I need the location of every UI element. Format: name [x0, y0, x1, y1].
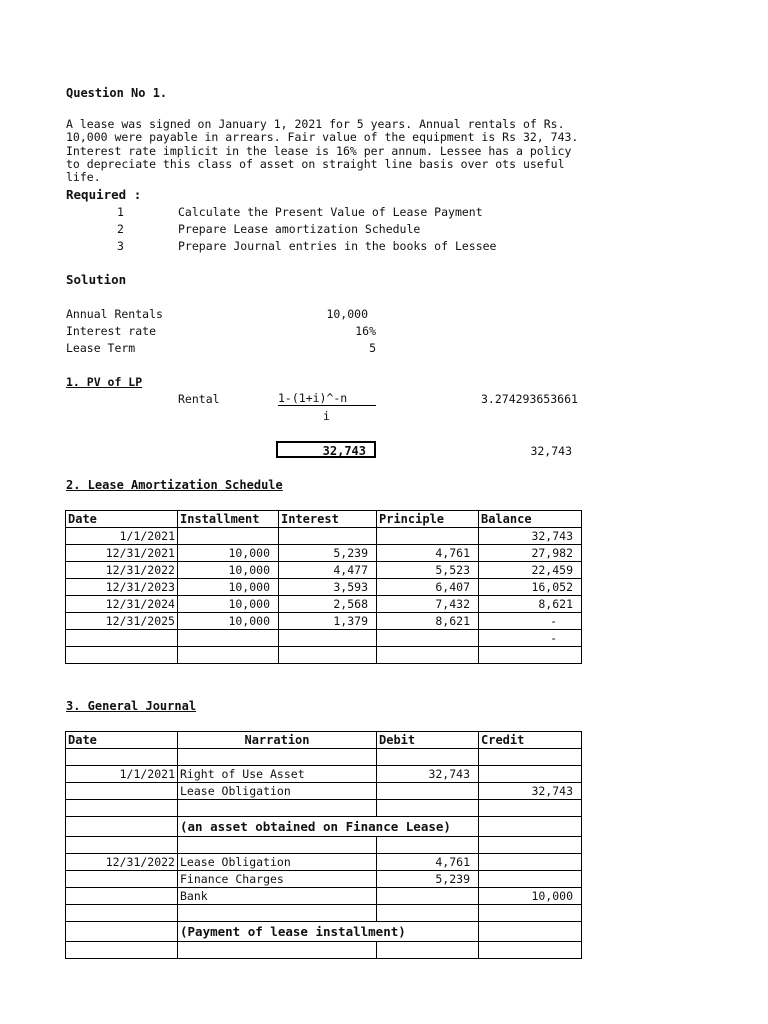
cell-debit: 32,743: [377, 766, 479, 783]
cell-principle: 8,621: [377, 613, 479, 630]
cell-credit: [479, 871, 582, 888]
table-header-row: [66, 511, 582, 528]
cell-credit: [479, 854, 582, 871]
cell-narration: Bank: [178, 888, 377, 905]
cell-date: 12/31/2025: [66, 613, 178, 630]
cell-credit: 10,000: [479, 888, 582, 905]
cell-date: 1/1/2021: [66, 528, 178, 545]
question-text: A lease was signed on January 1, 2021 for 5 years. Annual rentals of Rs. 10,000 were payable in arrears. Fair value of the equipment is Rs 32, 743. Interest rate implicit in the lease is 16% per annum. Lessee has a policy to depreciate this class of asset on straight line basis over ots useful life.: [66, 117, 579, 185]
cell-interest: [279, 630, 377, 647]
cell-date: [66, 922, 178, 942]
cell-principle: [377, 647, 479, 664]
input-label-interest: Interest rate: [66, 324, 157, 338]
cell-date: 12/31/2021: [66, 545, 178, 562]
cell-balance: 16,052: [479, 579, 582, 596]
table-row: [66, 837, 582, 854]
cell-interest: [279, 647, 377, 664]
cell-installment: 10,000: [178, 613, 279, 630]
cell-debit: [377, 942, 479, 959]
table-row: [66, 749, 582, 766]
cell-date: 12/31/2022: [66, 854, 178, 871]
cell-date: [66, 783, 178, 800]
cell-narration: Finance Charges: [178, 871, 377, 888]
cell-debit: [377, 888, 479, 905]
cell-narration-note: (an asset obtained on Finance Lease): [178, 817, 377, 837]
cell-balance: [479, 647, 582, 664]
cell-credit: [479, 800, 582, 817]
input-label-term: Lease Term: [66, 341, 136, 355]
cell-balance: 8,621: [479, 596, 582, 613]
cell-date: [66, 817, 178, 837]
table-row: [66, 630, 582, 647]
cell-debit: [377, 837, 479, 854]
table-row: [66, 905, 582, 922]
input-value-interest: 16%: [355, 324, 376, 338]
cell-installment: 10,000: [178, 562, 279, 579]
required-item-3-num: 3: [117, 239, 124, 253]
schedule-heading: 2. Lease Amortization Schedule: [66, 478, 283, 492]
col-interest: Interest: [279, 511, 377, 528]
col-date: Date: [66, 511, 178, 528]
cell-principle: 5,523: [377, 562, 479, 579]
cell-debit: [377, 905, 479, 922]
cell-narration: [178, 837, 377, 854]
cell-installment: [178, 528, 279, 545]
cell-date: [66, 871, 178, 888]
cell-credit: [479, 817, 582, 837]
cell-credit: [479, 922, 582, 942]
cell-credit: [479, 905, 582, 922]
pv-result-plain: 32,743: [530, 444, 572, 458]
table-row: [66, 922, 582, 942]
cell-credit: [479, 766, 582, 783]
cell-balance: -: [479, 613, 582, 630]
input-value-term: 5: [369, 341, 376, 355]
cell-principle: [377, 528, 479, 545]
cell-narration: [178, 800, 377, 817]
table-row: [66, 766, 582, 783]
cell-balance: 27,982: [479, 545, 582, 562]
table-row: [66, 647, 582, 664]
cell-principle: 6,407: [377, 579, 479, 596]
table-row: [66, 942, 582, 959]
cell-date: [66, 800, 178, 817]
cell-narration: [178, 942, 377, 959]
cell-narration: [178, 749, 377, 766]
pv-factor: 3.274293653661: [481, 392, 578, 406]
col-credit: Credit: [479, 732, 582, 749]
cell-credit: 32,743: [479, 783, 582, 800]
table-row: [66, 817, 582, 837]
cell-debit: [377, 749, 479, 766]
journal-table: [65, 731, 582, 959]
cell-date: 12/31/2024: [66, 596, 178, 613]
cell-debit: 5,239: [377, 871, 479, 888]
cell-principle: [377, 630, 479, 647]
cell-narration: Right of Use Asset: [178, 766, 377, 783]
cell-date: 12/31/2023: [66, 579, 178, 596]
cell-interest: 4,477: [279, 562, 377, 579]
cell-balance: 32,743: [479, 528, 582, 545]
cell-principle: 7,432: [377, 596, 479, 613]
required-item-2-text: Prepare Lease amortization Schedule: [178, 222, 421, 236]
cell-debit: [377, 783, 479, 800]
col-narration: Narration: [178, 732, 377, 749]
required-item-2-num: 2: [117, 222, 124, 236]
cell-installment: [178, 647, 279, 664]
table-row: [66, 783, 582, 800]
table-row: [66, 528, 582, 545]
col-principle: Principle: [377, 511, 479, 528]
table-row: [66, 871, 582, 888]
table-header-row: [66, 732, 582, 749]
cell-credit: [479, 942, 582, 959]
cell-narration: [178, 905, 377, 922]
cell-interest: 5,239: [279, 545, 377, 562]
solution-title: Solution: [66, 272, 127, 287]
table-row: [66, 613, 582, 630]
cell-date: [66, 888, 178, 905]
cell-debit: 4,761: [377, 854, 479, 871]
cell-interest: 1,379: [279, 613, 377, 630]
cell-narration-note: (Payment of lease installment): [178, 922, 377, 942]
cell-principle: 4,761: [377, 545, 479, 562]
cell-interest: 2,568: [279, 596, 377, 613]
cell-interest: [279, 528, 377, 545]
pv-numerator: 1-(1+i)^-n: [278, 391, 348, 405]
col-date: Date: [66, 732, 178, 749]
table-row: [66, 545, 582, 562]
required-label: Required :: [66, 187, 142, 202]
cell-installment: 10,000: [178, 545, 279, 562]
pv-denominator: i: [323, 409, 330, 423]
amortization-table: [65, 510, 582, 664]
cell-date: 12/31/2022: [66, 562, 178, 579]
table-row: [66, 800, 582, 817]
table-row: [66, 562, 582, 579]
col-debit: Debit: [377, 732, 479, 749]
cell-date: [66, 942, 178, 959]
fraction-line: [278, 405, 376, 406]
input-value-rentals: 10,000: [326, 307, 368, 321]
cell-date: [66, 749, 178, 766]
cell-date: [66, 837, 178, 854]
cell-date: [66, 630, 178, 647]
cell-credit: [479, 837, 582, 854]
pv-heading: 1. PV of LP: [66, 375, 143, 389]
col-balance: Balance: [479, 511, 582, 528]
cell-interest: 3,593: [279, 579, 377, 596]
required-item-3-text: Prepare Journal entries in the books of Lessee: [178, 239, 497, 253]
table-row: [66, 854, 582, 871]
cell-narration: Lease Obligation: [178, 854, 377, 871]
cell-balance: 22,459: [479, 562, 582, 579]
table-row: [66, 596, 582, 613]
required-item-1-num: 1: [117, 205, 124, 219]
pv-result-box: 32,743: [276, 441, 376, 458]
cell-debit: [377, 800, 479, 817]
cell-credit: [479, 749, 582, 766]
cell-date: 1/1/2021: [66, 766, 178, 783]
cell-date: [66, 905, 178, 922]
pv-rental-label: Rental: [178, 392, 220, 406]
cell-date: [66, 647, 178, 664]
cell-installment: 10,000: [178, 579, 279, 596]
cell-installment: 10,000: [178, 596, 279, 613]
question-title: Question No 1.: [66, 86, 168, 100]
cell-narration: Lease Obligation: [178, 783, 377, 800]
cell-balance: -: [479, 630, 582, 647]
table-row: [66, 888, 582, 905]
required-item-1-text: Calculate the Present Value of Lease Payment: [178, 205, 483, 219]
col-installment: Installment: [178, 511, 279, 528]
cell-installment: [178, 630, 279, 647]
journal-heading: 3. General Journal: [66, 699, 197, 713]
input-label-rentals: Annual Rentals: [66, 307, 163, 321]
table-row: [66, 579, 582, 596]
